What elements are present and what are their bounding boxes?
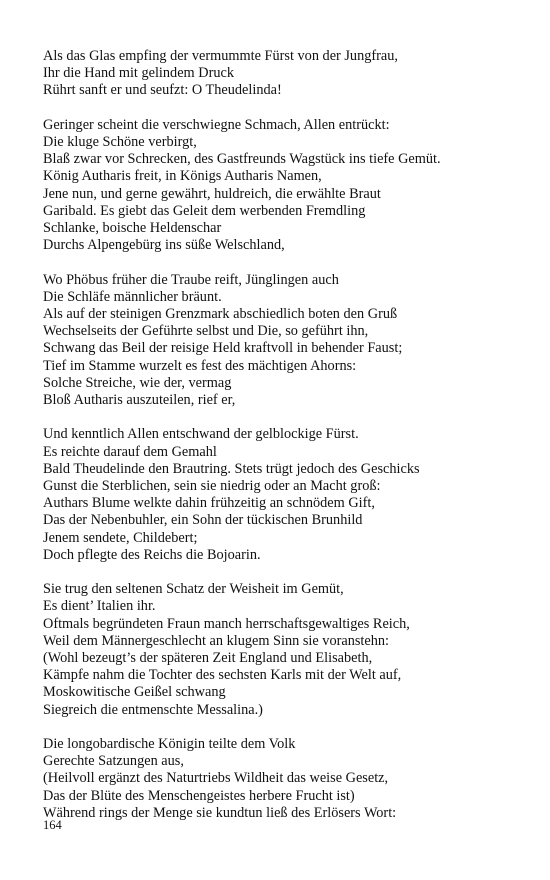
verse-line: Doch pflegte des Reichs die Bojoarin. bbox=[43, 546, 261, 563]
verse-line: Gunst die Sterblichen, sein sie niedrig oder an Macht groß: bbox=[43, 478, 381, 495]
verse-line: Jene nun, und gerne gewährt, huldreich, die erwählte Braut bbox=[43, 185, 381, 202]
stanza bbox=[43, 117, 523, 255]
verse-line: Jenem sendete, Childebert; bbox=[43, 529, 198, 546]
verse-line: Durchs Alpengebürg ins süße Welschland, bbox=[43, 237, 285, 254]
verse-line: Solche Streiche, wie der, vermag bbox=[43, 374, 232, 391]
verse-line: Es dient’ Italien ihr. bbox=[43, 598, 156, 615]
poem-body bbox=[43, 48, 523, 839]
verse-line: Die longobardische Königin teilte dem Volk bbox=[43, 736, 296, 753]
verse-line: Bald Theudelinde den Brautring. Stets trügt jedoch des Geschicks bbox=[43, 460, 420, 477]
verse-line: Während rings der Menge sie kundtun ließ des Erlösers Wort: bbox=[43, 804, 397, 821]
verse-line: König Autharis freit, in Königs Autharis Namen, bbox=[43, 168, 322, 185]
stanza bbox=[43, 272, 523, 410]
verse-line: Wo Phöbus früher die Traube reift, Jünglingen auch bbox=[43, 271, 339, 288]
stanza bbox=[43, 581, 523, 719]
verse-line: Schwang das Beil der reisige Held kraftvoll in behender Faust; bbox=[43, 340, 403, 357]
verse-line: Moskowitische Geißel schwang bbox=[43, 684, 226, 701]
verse-line: Die kluge Schöne verbirgt, bbox=[43, 134, 197, 150]
stanza bbox=[43, 426, 523, 564]
verse-line: Blaß zwar vor Schrecken, des Gastfreunds Wagstück ins tiefe Gemüt. bbox=[43, 151, 441, 168]
verse-line: (Heilvoll ergänzt des Naturtriebs Wildheit das weise Gesetz, bbox=[43, 770, 389, 787]
verse-line: Kämpfe nahm die Tochter des sechsten Karls mit der Welt auf, bbox=[43, 667, 402, 684]
verse-line: Bloß Autharis auszuteilen, rief er, bbox=[43, 392, 236, 409]
verse-line: Weil dem Männergeschlecht an klugem Sinn sie voranstehn: bbox=[43, 632, 389, 649]
verse-line: Gerechte Satzungen aus, bbox=[43, 753, 184, 770]
verse-line: Authars Blume welkte dahin frühzeitig an schnödem Gift, bbox=[43, 495, 375, 512]
verse-line: Geringer scheint die verschwiegne Schmach, Allen entrückt: bbox=[43, 116, 390, 133]
verse-line: Oftmals begründeten Fraun manch herrschaftsgewaltiges Reich, bbox=[43, 615, 410, 632]
verse-line: Es reichte darauf dem Gemahl bbox=[43, 443, 217, 460]
verse-line: Ihr die Hand mit gelindem Druck bbox=[43, 65, 234, 82]
verse-line: Als das Glas empfing der vermummte Fürst von der Jungfrau, bbox=[43, 48, 398, 64]
page-number: 164 bbox=[43, 818, 62, 832]
verse-line: (Wohl bezeugt’s der späteren Zeit England und Elisabeth, bbox=[43, 650, 373, 667]
verse-line: Siegreich die entmenschte Messalina.) bbox=[43, 701, 263, 718]
verse-line: Wechselseits der Geführte selbst und Die, so geführt ihn, bbox=[43, 323, 369, 340]
verse-line: Und kenntlich Allen entschwand der gelblockige Fürst. bbox=[43, 426, 359, 443]
verse-line: Das der Blüte des Menschengeistes herbere Frucht ist) bbox=[43, 787, 355, 804]
verse-line: Schlanke, boische Heldenschar bbox=[43, 220, 222, 237]
verse-line: Das der Nebenbuhler, ein Sohn der tückischen Brunhild bbox=[43, 512, 363, 529]
verse-line: Als auf der steinigen Grenzmark abschiedlich boten den Gruß bbox=[43, 306, 398, 323]
verse-line: Die Schläfe männlicher bräunt. bbox=[43, 288, 222, 305]
verse-line: Tief im Stamme wurzelt es fest des mächtigen Ahorns: bbox=[43, 357, 357, 374]
stanza bbox=[43, 48, 523, 100]
stanza bbox=[43, 736, 523, 822]
verse-line: Rührt sanft er und seufzt: O Theudelinda! bbox=[43, 82, 282, 99]
verse-line: Sie trug den seltenen Schatz der Weisheit im Gemüt, bbox=[43, 581, 344, 598]
verse-line: Garibald. Es giebt das Geleit dem werbenden Fremdling bbox=[43, 202, 366, 219]
